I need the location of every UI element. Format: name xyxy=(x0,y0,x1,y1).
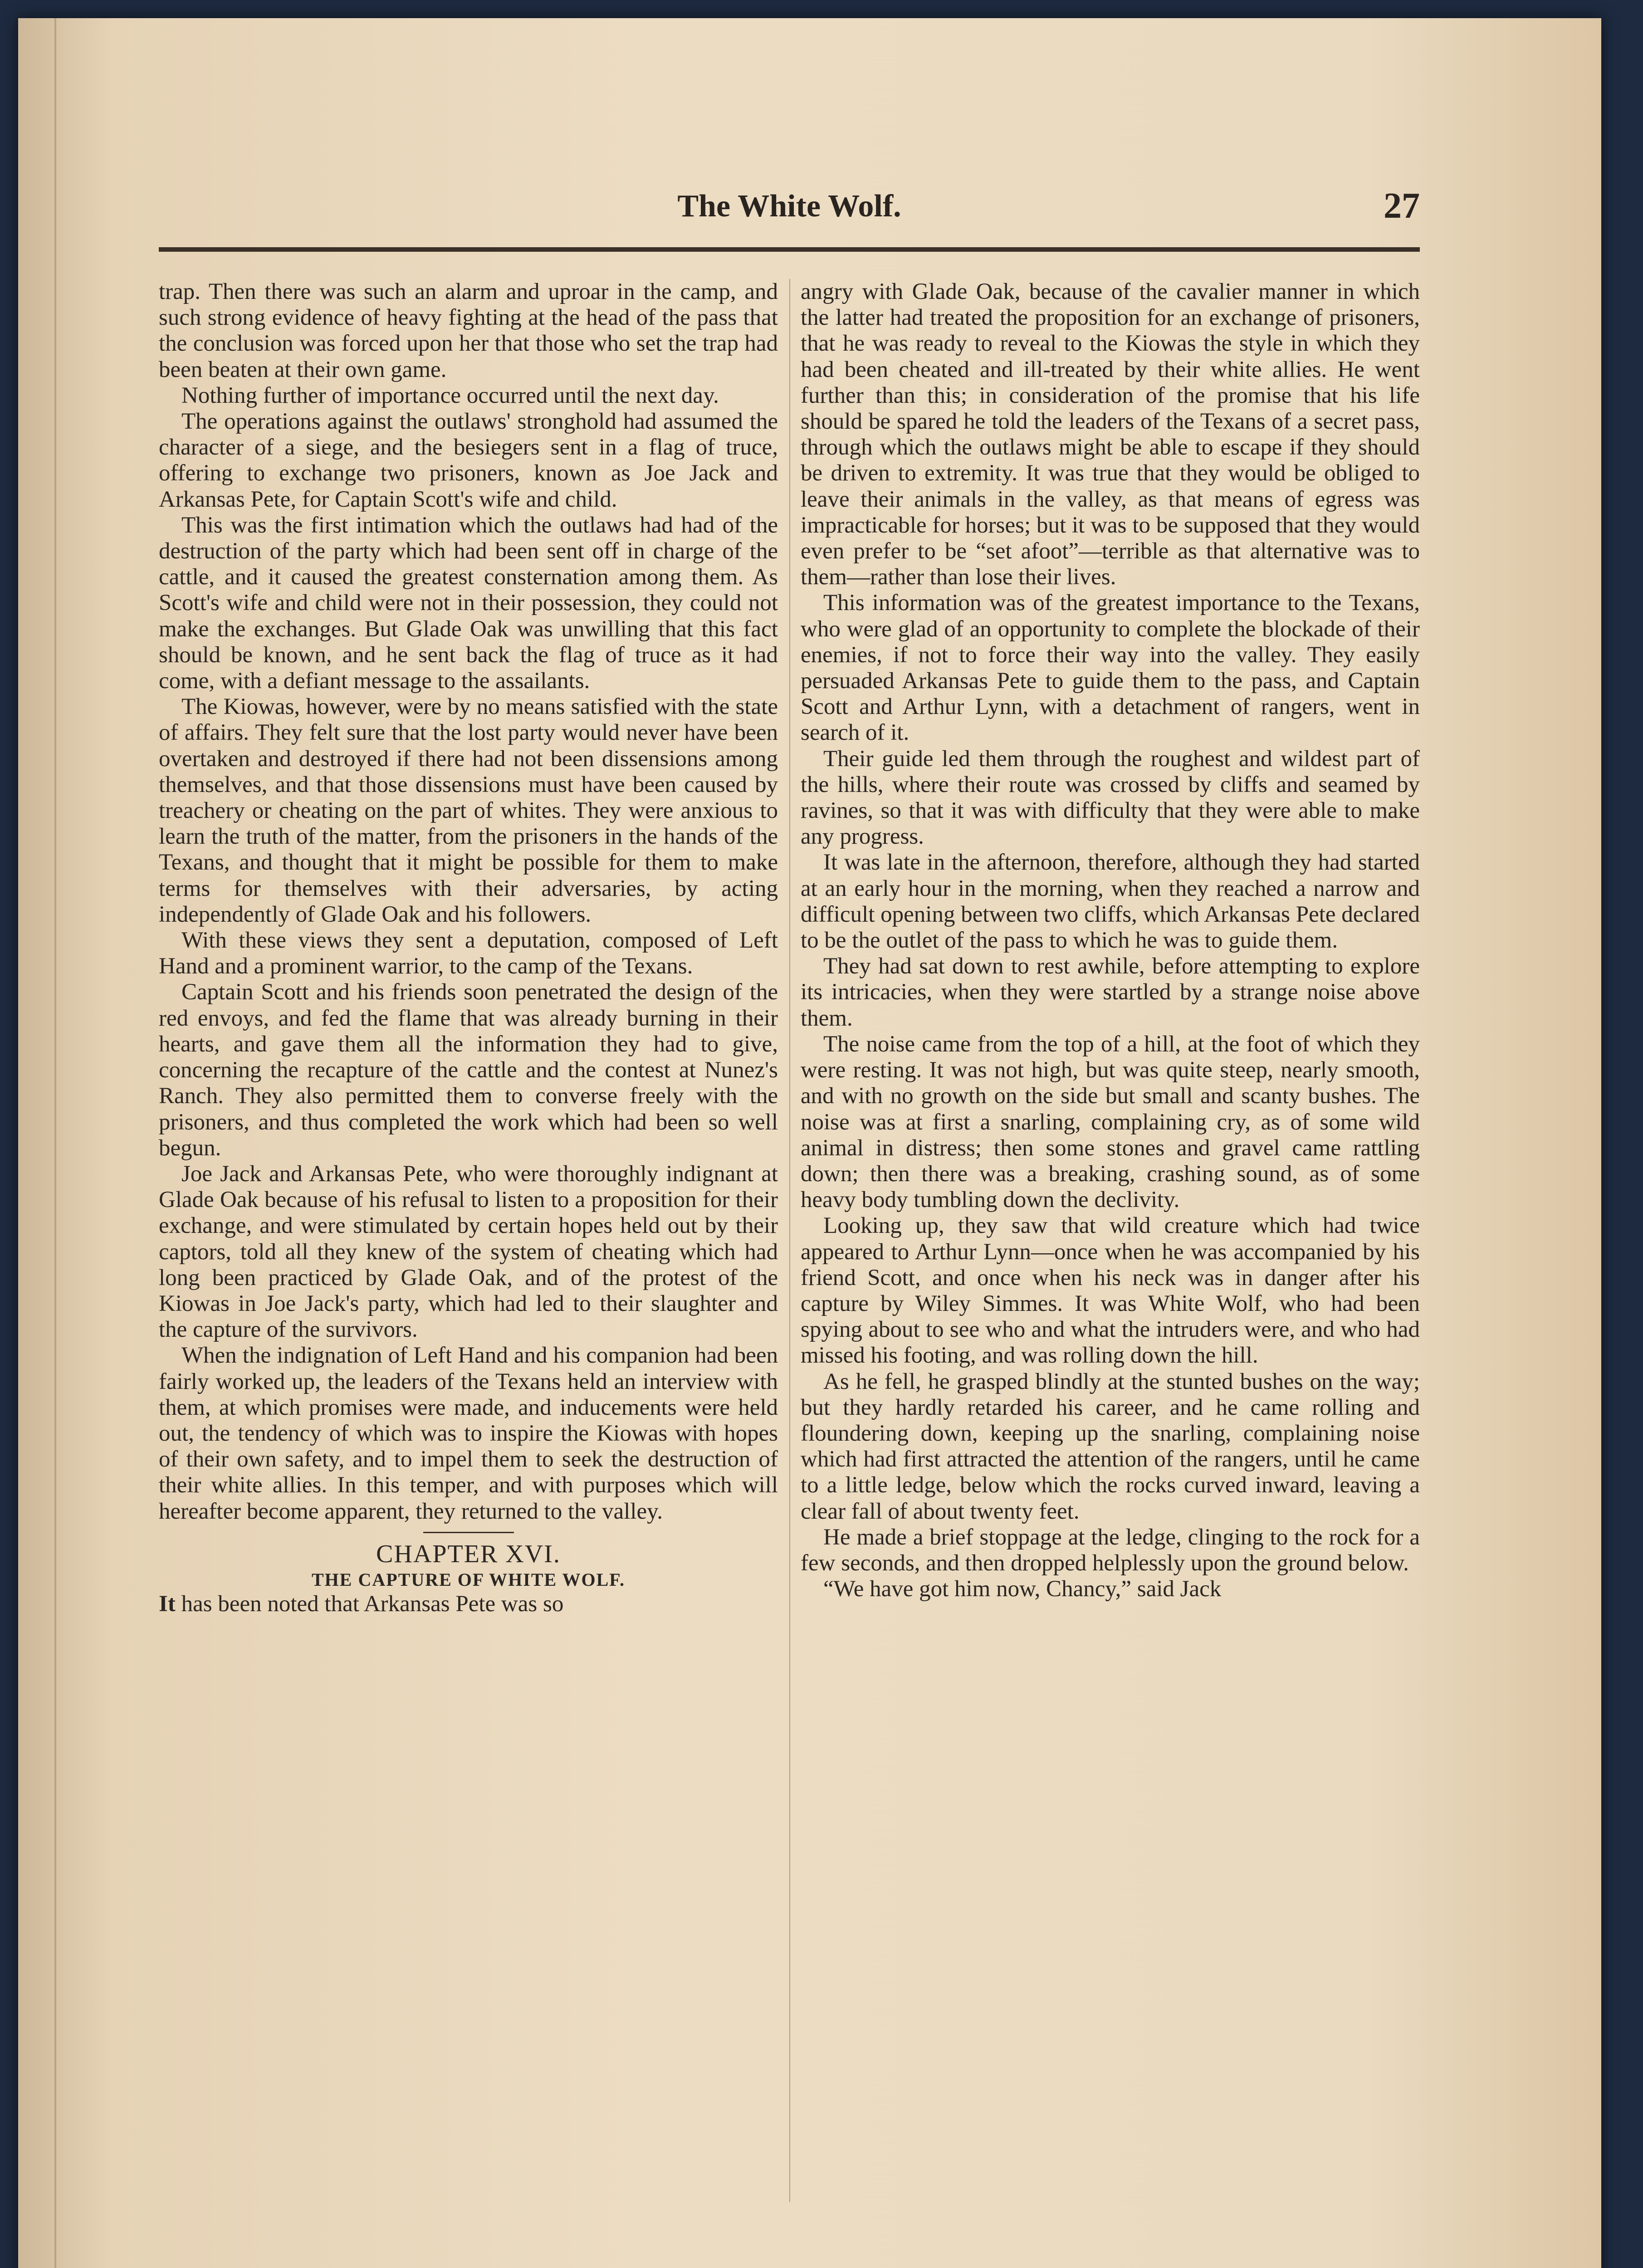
left-column xyxy=(159,279,778,2202)
paragraph: Their guide led them through the roughest and wildest part of the hills, where their route was crossed by cliffs and seamed by ravines, so that it was with difficulty that they were able to make any progress. xyxy=(801,746,1420,850)
paragraph: When the indignation of Left Hand and his companion had been fairly worked up, the leaders of the Texans held an interview with them, at which promises were made, and inducements were held out, the tendency of which was to inspire the Kiowas with hopes of their own safety, and to impel them to seek the destruction of their white allies. In this temper, and with purposes which will hereafter become apparent, they returned to the valley. xyxy=(159,1343,778,1524)
paragraph: As he fell, he grasped blindly at the stunted bushes on the way; but they hardly retarded his career, and he came rolling and floundering down, keeping up the snarling, complaining noise which had first attracted the attention of the rangers, until he came to a little ledge, below which the rocks curved inward, leaving a clear fall of about twenty feet. xyxy=(801,1369,1420,1524)
paragraph: He made a brief stoppage at the ledge, clinging to the rock for a few seconds, and then dropped helplessly upon the ground below. xyxy=(801,1524,1420,1576)
chapter-header xyxy=(159,1532,778,1591)
chapter-opening-text: has been noted that Arkansas Pete was so xyxy=(175,1591,564,1617)
paragraph: trap. Then there was such an alarm and uproar in the camp, and such strong evidence of heavy fighting at the head of the pass that the conclusion was forced upon her that those who set the trap had been beaten at their own game. xyxy=(159,279,778,382)
paragraph: Joe Jack and Arkansas Pete, who were thoroughly indignant at Glade Oak because of his refusal to listen to a proposition for their exchange, and were stimulated by certain hopes held out by their captors, told all they knew of the system of cheating which had long been practiced by Glade Oak, and of the protest of the Kiowas in Joe Jack's party, which had led to their slaughter and the capture of the survivors. xyxy=(159,1161,778,1343)
paragraph: They had sat down to rest awhile, before attempting to explore its intricacies, when they were startled by a strange noise above them. xyxy=(801,953,1420,1031)
dropcap: It xyxy=(159,1591,176,1617)
paragraph: This was the first intimation which the outlaws had had of the destruction of the party which had been sent off in charge of the cattle, and it caused the greatest consternation among them. As Scott's wife and child were not in their possession, they could not make the exchanges. But Glade Oak was unwilling that this fact should be known, and he sent back the flag of truce as it had come, with a defiant message to the assailants. xyxy=(159,512,778,694)
paragraph: With these views they sent a deputation, composed of Left Hand and a prominent warrior, to the camp of the Texans. xyxy=(159,928,778,979)
chapter-opening-paragraph xyxy=(159,1591,778,1617)
paragraph: angry with Glade Oak, because of the cavalier manner in which the latter had treated the proposition for an exchange of prisoners, that he was ready to reveal to the Kiowas the style in which they had been cheated and ill-treated by their white allies. He went further than this; in consideration of the promise that his life should be spared he told the leaders of the Texans of a secret pass, through which the outlaws might be able to escape if they should be driven to extremity. It was true that they would be obliged to leave their animals in the valley, as that means of egress was impracticable for horses; but it was to be supposed that they would even prefer to be “set afoot”—terrible as that alternative was to them—rather than lose their lives. xyxy=(801,279,1420,590)
paragraph: It was late in the afternoon, therefore, although they had started at an early hour in the morning, when they reached a narrow and difficult opening between two cliffs, which Arkansas Pete declared to be the outlet of the pass to which he was to guide them. xyxy=(801,850,1420,953)
paragraph: Looking up, they saw that wild creature which had twice appeared to Arthur Lynn—once when he was accompanied by his friend Scott, and once when his neck was in danger after his capture by Wiley Simmes. It was White Wolf, who had been spying about to see who and what the intruders were, and who had missed his footing, and was rolling down the hill. xyxy=(801,1213,1420,1369)
page-header xyxy=(159,188,1420,238)
chapter-heading: CHAPTER XVI. xyxy=(376,1540,561,1568)
column-divider xyxy=(789,279,790,2202)
header-rule xyxy=(159,247,1420,252)
paragraph: The Kiowas, however, were by no means satisfied with the state of affairs. They felt sure that the lost party would never have been overtaken and destroyed if there had not been dissensions among themselves, and that those dissensions must have been caused by treachery or cheating on the part of whites. They were anxious to learn the truth of the matter, from the prisoners in the hands of the Texans, and thought that it might be possible for them to make terms for themselves with their adversaries, by acting independently of Glade Oak and his followers. xyxy=(159,694,778,927)
paragraph: The operations against the outlaws' stronghold had assumed the character of a siege, and the besiegers sent in a flag of truce, offering to exchange two prisoners, known as Joe Jack and Arkansas Pete, for Captain Scott's wife and child. xyxy=(159,409,778,512)
running-title: The White Wolf. xyxy=(677,189,901,224)
paragraph: This information was of the greatest importance to the Texans, who were glad of an opportunity to complete the blockade of their enemies, if not to force their way into the valley. They easily persuaded Arkansas Pete to guide them to the pass, and Captain Scott and Arthur Lynn, with a detachment of rangers, went in search of it. xyxy=(801,590,1420,746)
magazine-page xyxy=(18,18,1601,2268)
paragraph: “We have got him now, Chancy,” said Jack xyxy=(823,1576,1222,1602)
paragraph: Nothing further of importance occurred until the next day. xyxy=(181,382,719,408)
chapter-rule xyxy=(423,1532,514,1533)
chapter-subtitle: THE CAPTURE OF WHITE WOLF. xyxy=(311,1569,626,1590)
right-column xyxy=(801,279,1420,2202)
paragraph: The noise came from the top of a hill, at the foot of which they were resting. It was not high, but was quite steep, nearly smooth, and with no growth on the side but small and scanty bushes. The noise was at first a snarling, complaining cry, as of some wild animal in distress; then some stones and gravel came rattling down; then there was a breaking, crashing sound, as of some heavy body tumbling down the declivity. xyxy=(801,1031,1420,1213)
page-number: 27 xyxy=(1384,186,1420,226)
paragraph: Captain Scott and his friends soon penetrated the design of the red envoys, and fed the flame that was already burning in their hearts, and gave them all the information they had to give, concerning the recapture of the cattle and the contest at Nunez's Ranch. They also permitted them to converse freely with the prisoners, and thus completed the work which had been so well begun. xyxy=(159,979,778,1161)
